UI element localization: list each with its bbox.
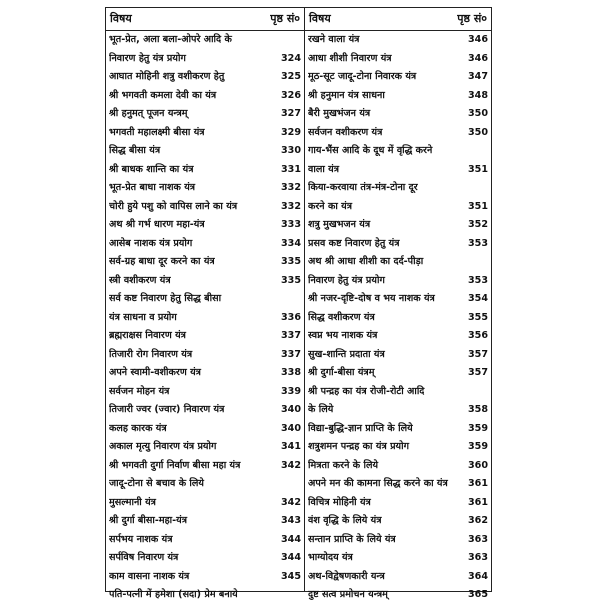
entry-title: श्री हनुमान यंत्र साधना	[308, 89, 385, 101]
toc-entry	[305, 549, 491, 568]
entry-page-number: 353	[467, 237, 488, 249]
toc-entry	[106, 549, 304, 568]
entry-title: अकाल मृत्यु निवारण यंत्र प्रयोग	[109, 441, 217, 452]
entry-page-number: 345	[280, 570, 301, 582]
toc-entry	[305, 290, 491, 309]
entry-title: निवारण हेतु यंत्र प्रयोग	[109, 52, 186, 64]
entry-page-number: 346	[467, 52, 488, 64]
entry-title: श्री पन्द्रह का यंत्र रोजी-रोटी आदि	[308, 385, 425, 397]
entry-page-number: 351	[467, 200, 488, 212]
entry-title: श्री भगवती दुर्गा निर्वाण बीसा महा यंत्र	[109, 459, 241, 471]
entry-page-number: 363	[467, 552, 488, 563]
entry-title: सर्वजन मोहन यंत्र	[109, 385, 170, 397]
entry-title: अथ-विद्वेषणकारी यन्त्र	[308, 570, 385, 582]
toc-entry	[305, 512, 491, 531]
entry-title: श्री नजर-दृष्टि-दोष व भय नाशक यंत्र	[308, 293, 435, 304]
entry-page-number: 332	[280, 182, 301, 193]
entry-title: भूत-प्रेत बाधा नाशक यंत्र	[109, 182, 196, 193]
entry-title: निवारण हेतु यंत्र प्रयोग	[308, 274, 385, 286]
toc-entry	[106, 105, 304, 124]
entry-page-number: 355	[467, 311, 488, 323]
toc-entry	[106, 568, 304, 587]
toc-entry	[305, 475, 491, 494]
entry-title: अपने स्वामी-वशीकरण यंत्र	[109, 367, 201, 378]
header-subject: विषय	[309, 12, 331, 25]
entry-title: अपने मन की कामना सिद्ध करने का यंत्र	[308, 478, 448, 489]
entry-title: सर्व-ग्रह बाधा दूर करने का यंत्र	[109, 256, 215, 267]
toc-entry	[305, 31, 491, 50]
toc-entry	[305, 401, 491, 420]
toc-column-left	[106, 8, 305, 600]
entry-page-number: 336	[280, 311, 301, 323]
table-of-contents	[105, 7, 492, 600]
entry-title: श्री हनुमत् पूजन यन्त्रम्	[109, 108, 188, 119]
entry-title: आधा शीशी निवारण यंत्र	[308, 52, 392, 64]
entry-page-number: 362	[467, 515, 488, 526]
entry-title: किया-करवाया तंत्र-मंत्र-टोना दूर	[308, 182, 418, 193]
entry-page-number: 332	[280, 200, 301, 212]
entry-page-number: 340	[280, 404, 301, 415]
entry-page-number: 360	[467, 459, 488, 471]
column-header	[106, 8, 304, 31]
toc-entry	[106, 50, 304, 69]
toc-entry	[106, 420, 304, 439]
entry-page-number: 335	[280, 274, 301, 286]
toc-entry	[106, 475, 304, 494]
entry-page-number: 357	[467, 348, 488, 360]
entry-title: प्रसव कष्ट निवारण हेतु यंत्र	[308, 237, 400, 249]
toc-entry	[305, 235, 491, 254]
toc-entry	[106, 253, 304, 272]
toc-entry	[106, 494, 304, 513]
toc-entry	[305, 179, 491, 198]
entry-title: भूत-प्रेत, अला बला-ओपरे आदि के	[109, 34, 232, 45]
entry-page-number: 324	[280, 52, 301, 64]
toc-entry	[305, 142, 491, 161]
entry-page-number: 361	[467, 496, 488, 508]
toc-entry	[106, 531, 304, 550]
toc-entry	[106, 383, 304, 402]
entry-page-number: 347	[467, 71, 488, 82]
entry-page-number: 346	[467, 34, 488, 45]
toc-entry	[106, 124, 304, 143]
entry-page-number: 340	[280, 422, 301, 434]
entry-title: सन्तान प्राप्ति के लिये यंत्र	[308, 533, 396, 545]
entry-title: मुसल्मानी यंत्र	[109, 496, 156, 508]
entry-title: वाला यंत्र	[308, 163, 340, 175]
entry-title: गाय-भैंस आदि के दूध में वृद्धि करने	[308, 145, 433, 156]
entry-title: बैरी मुखभंजन यंत्र	[308, 108, 371, 119]
entry-page-number: 342	[280, 496, 301, 508]
entry-page-number: 337	[280, 330, 301, 341]
entry-page-number: 330	[280, 145, 301, 156]
entry-page-number: 327	[280, 108, 301, 119]
entry-page-number: 325	[280, 71, 301, 82]
entry-page-number: 350	[467, 126, 488, 138]
entry-page-number: 344	[280, 533, 301, 545]
header-page-no: पृष्ठ सं०	[270, 12, 300, 25]
entry-title: करने का यंत्र	[308, 200, 353, 212]
entry-title: काम वासना नाशक यंत्र	[109, 570, 190, 582]
toc-entry	[106, 198, 304, 217]
entry-page-number: 351	[467, 163, 488, 175]
toc-rows-right	[305, 31, 491, 605]
entry-title: तिजारी ज्वर (ज्वार) निवारण यंत्र	[109, 404, 225, 415]
entry-page-number: 344	[280, 552, 301, 563]
toc-entry	[106, 161, 304, 180]
entry-page-number: 333	[280, 219, 301, 230]
toc-entry	[305, 50, 491, 69]
entry-title: आसेब नाशक यंत्र प्रयोग	[109, 237, 193, 249]
toc-entry	[106, 401, 304, 420]
toc-entry	[305, 364, 491, 383]
entry-page-number: 338	[280, 367, 301, 378]
toc-entry	[305, 494, 491, 513]
toc-entry	[106, 327, 304, 346]
entry-title: शत्रुशमन पन्द्रह का यंत्र प्रयोग	[308, 441, 409, 452]
toc-entry	[106, 512, 304, 531]
toc-entry	[305, 438, 491, 457]
entry-title: सिद्ध वशीकरण यंत्र	[308, 311, 375, 323]
entry-page-number: 359	[467, 441, 488, 452]
entry-page-number: 350	[467, 108, 488, 119]
toc-entry	[305, 105, 491, 124]
toc-entry	[305, 327, 491, 346]
entry-page-number: 348	[467, 89, 488, 101]
entry-page-number: 343	[280, 515, 301, 526]
entry-page-number: 356	[467, 330, 488, 341]
entry-title: रखने वाला यंत्र	[308, 34, 360, 45]
entry-page-number: 329	[280, 126, 301, 138]
toc-entry	[305, 68, 491, 87]
toc-entry	[305, 568, 491, 587]
entry-page-number: 342	[280, 459, 301, 471]
entry-title: सर्पभय नाशक यंत्र	[109, 533, 173, 545]
toc-entry	[106, 309, 304, 328]
entry-page-number: 359	[467, 422, 488, 434]
entry-title: विद्या-बुद्धि-ज्ञान प्राप्ति के लिये	[308, 422, 413, 434]
toc-entry	[106, 457, 304, 476]
entry-title: अथ श्री गर्भ धारण महा-यंत्र	[109, 219, 205, 230]
entry-title: ब्रह्मराक्षस निवारण यंत्र	[109, 330, 186, 341]
entry-title: चोरी हुये पशु को वापिस लाने का यंत्र	[109, 200, 238, 212]
toc-entry	[305, 272, 491, 291]
entry-title: विचित्र मोहिनी यंत्र	[308, 496, 371, 508]
entry-page-number: 363	[467, 533, 488, 545]
entry-title: स्त्री वशीकरण यंत्र	[109, 274, 171, 286]
entry-title: मित्रता करने के लिये	[308, 459, 379, 471]
toc-entry	[106, 290, 304, 309]
entry-page-number: 339	[280, 385, 301, 397]
toc-entry	[106, 272, 304, 291]
toc-entry	[106, 216, 304, 235]
entry-page-number: 357	[467, 367, 488, 378]
toc-entry	[106, 364, 304, 383]
toc-entry	[106, 87, 304, 106]
toc-entry	[305, 346, 491, 365]
entry-title: आघात मोहिनी शत्रु वशीकरण हेतु	[109, 71, 225, 82]
entry-title: स्वप्न भय नाशक यंत्र	[308, 330, 378, 341]
entry-title: सर्व कष्ट निवारण हेतु सिद्ध बीसा	[109, 293, 222, 304]
toc-entry	[305, 124, 491, 143]
toc-entry	[305, 531, 491, 550]
toc-entry	[106, 142, 304, 161]
entry-title: सिद्ध बीसा यंत्र	[109, 145, 161, 156]
toc-entry	[305, 457, 491, 476]
entry-page-number: 335	[280, 256, 301, 267]
entry-title: श्री बाधक शान्ति का यंत्र	[109, 163, 194, 175]
toc-entry	[305, 309, 491, 328]
toc-entry	[106, 179, 304, 198]
entry-title: दुष्ट सत्व प्रमोचन यन्त्रम्	[308, 589, 388, 600]
toc-entry	[305, 253, 491, 272]
entry-title: तिजारी रोग निवारण यंत्र	[109, 348, 193, 360]
entry-title: यंत्र साधना व प्रयोग	[109, 311, 177, 323]
entry-page-number: 361	[467, 478, 488, 489]
entry-title: मूठ-सूट जादू-टोना निवारक यंत्र	[308, 71, 417, 82]
entry-title: कलह कारक यंत्र	[109, 422, 167, 434]
column-header	[305, 8, 491, 31]
toc-entry	[106, 235, 304, 254]
entry-page-number: 358	[467, 404, 488, 415]
entry-page-number: 326	[280, 89, 301, 101]
entry-page-number: 337	[280, 348, 301, 360]
toc-entry	[305, 198, 491, 217]
toc-entry	[305, 420, 491, 439]
toc-entry	[106, 586, 304, 605]
entry-page-number: 365	[467, 589, 488, 600]
toc-entry	[305, 216, 491, 235]
entry-title: अथ श्री आधा शीशी का दर्द-पीड़ा	[308, 256, 424, 267]
entry-page-number: 331	[280, 163, 301, 175]
entry-page-number: 352	[467, 219, 488, 230]
entry-title: श्री दुर्गा-बीसा यंत्रम्	[308, 367, 375, 378]
entry-title: वंश वृद्धि के लिये यंत्र	[308, 515, 382, 526]
entry-title: सर्वजन वशीकरण यंत्र	[308, 126, 383, 138]
header-subject: विषय	[110, 12, 132, 25]
toc-entry	[106, 68, 304, 87]
entry-title: सुख-शान्ति प्रदाता यंत्र	[308, 348, 385, 360]
entry-page-number: 334	[280, 237, 301, 249]
toc-entry	[106, 438, 304, 457]
header-page-no: पृष्ठ सं०	[457, 12, 487, 25]
toc-entry	[305, 161, 491, 180]
entry-title: के लिये	[308, 404, 334, 415]
entry-page-number: 341	[280, 441, 301, 452]
entry-page-number: 354	[467, 293, 488, 304]
entry-title: सर्पविष निवारण यंत्र	[109, 552, 179, 563]
toc-entry	[305, 383, 491, 402]
toc-entry	[305, 87, 491, 106]
entry-title: जादू-टोना से बचाव के लिये	[109, 478, 204, 489]
toc-entry	[106, 346, 304, 365]
toc-column-right	[305, 8, 491, 600]
entry-title: पति-पत्नी में हमेशा (सदा) प्रेम बनाये	[109, 589, 238, 600]
entry-title: भाग्योदय यंत्र	[308, 552, 353, 563]
toc-rows-left	[106, 31, 304, 605]
entry-page-number: 364	[467, 570, 488, 582]
entry-page-number: 353	[467, 274, 488, 286]
entry-title: भगवती महालक्ष्मी बीसा यंत्र	[109, 126, 205, 138]
entry-title: श्री दुर्गा बीसा-महा-यंत्र	[109, 515, 188, 526]
entry-title: शत्रु मुखभजन यंत्र	[308, 219, 371, 230]
toc-entry	[106, 31, 304, 50]
entry-title: श्री भगवती कमला देवी का यंत्र	[109, 89, 217, 101]
toc-entry	[305, 586, 491, 605]
